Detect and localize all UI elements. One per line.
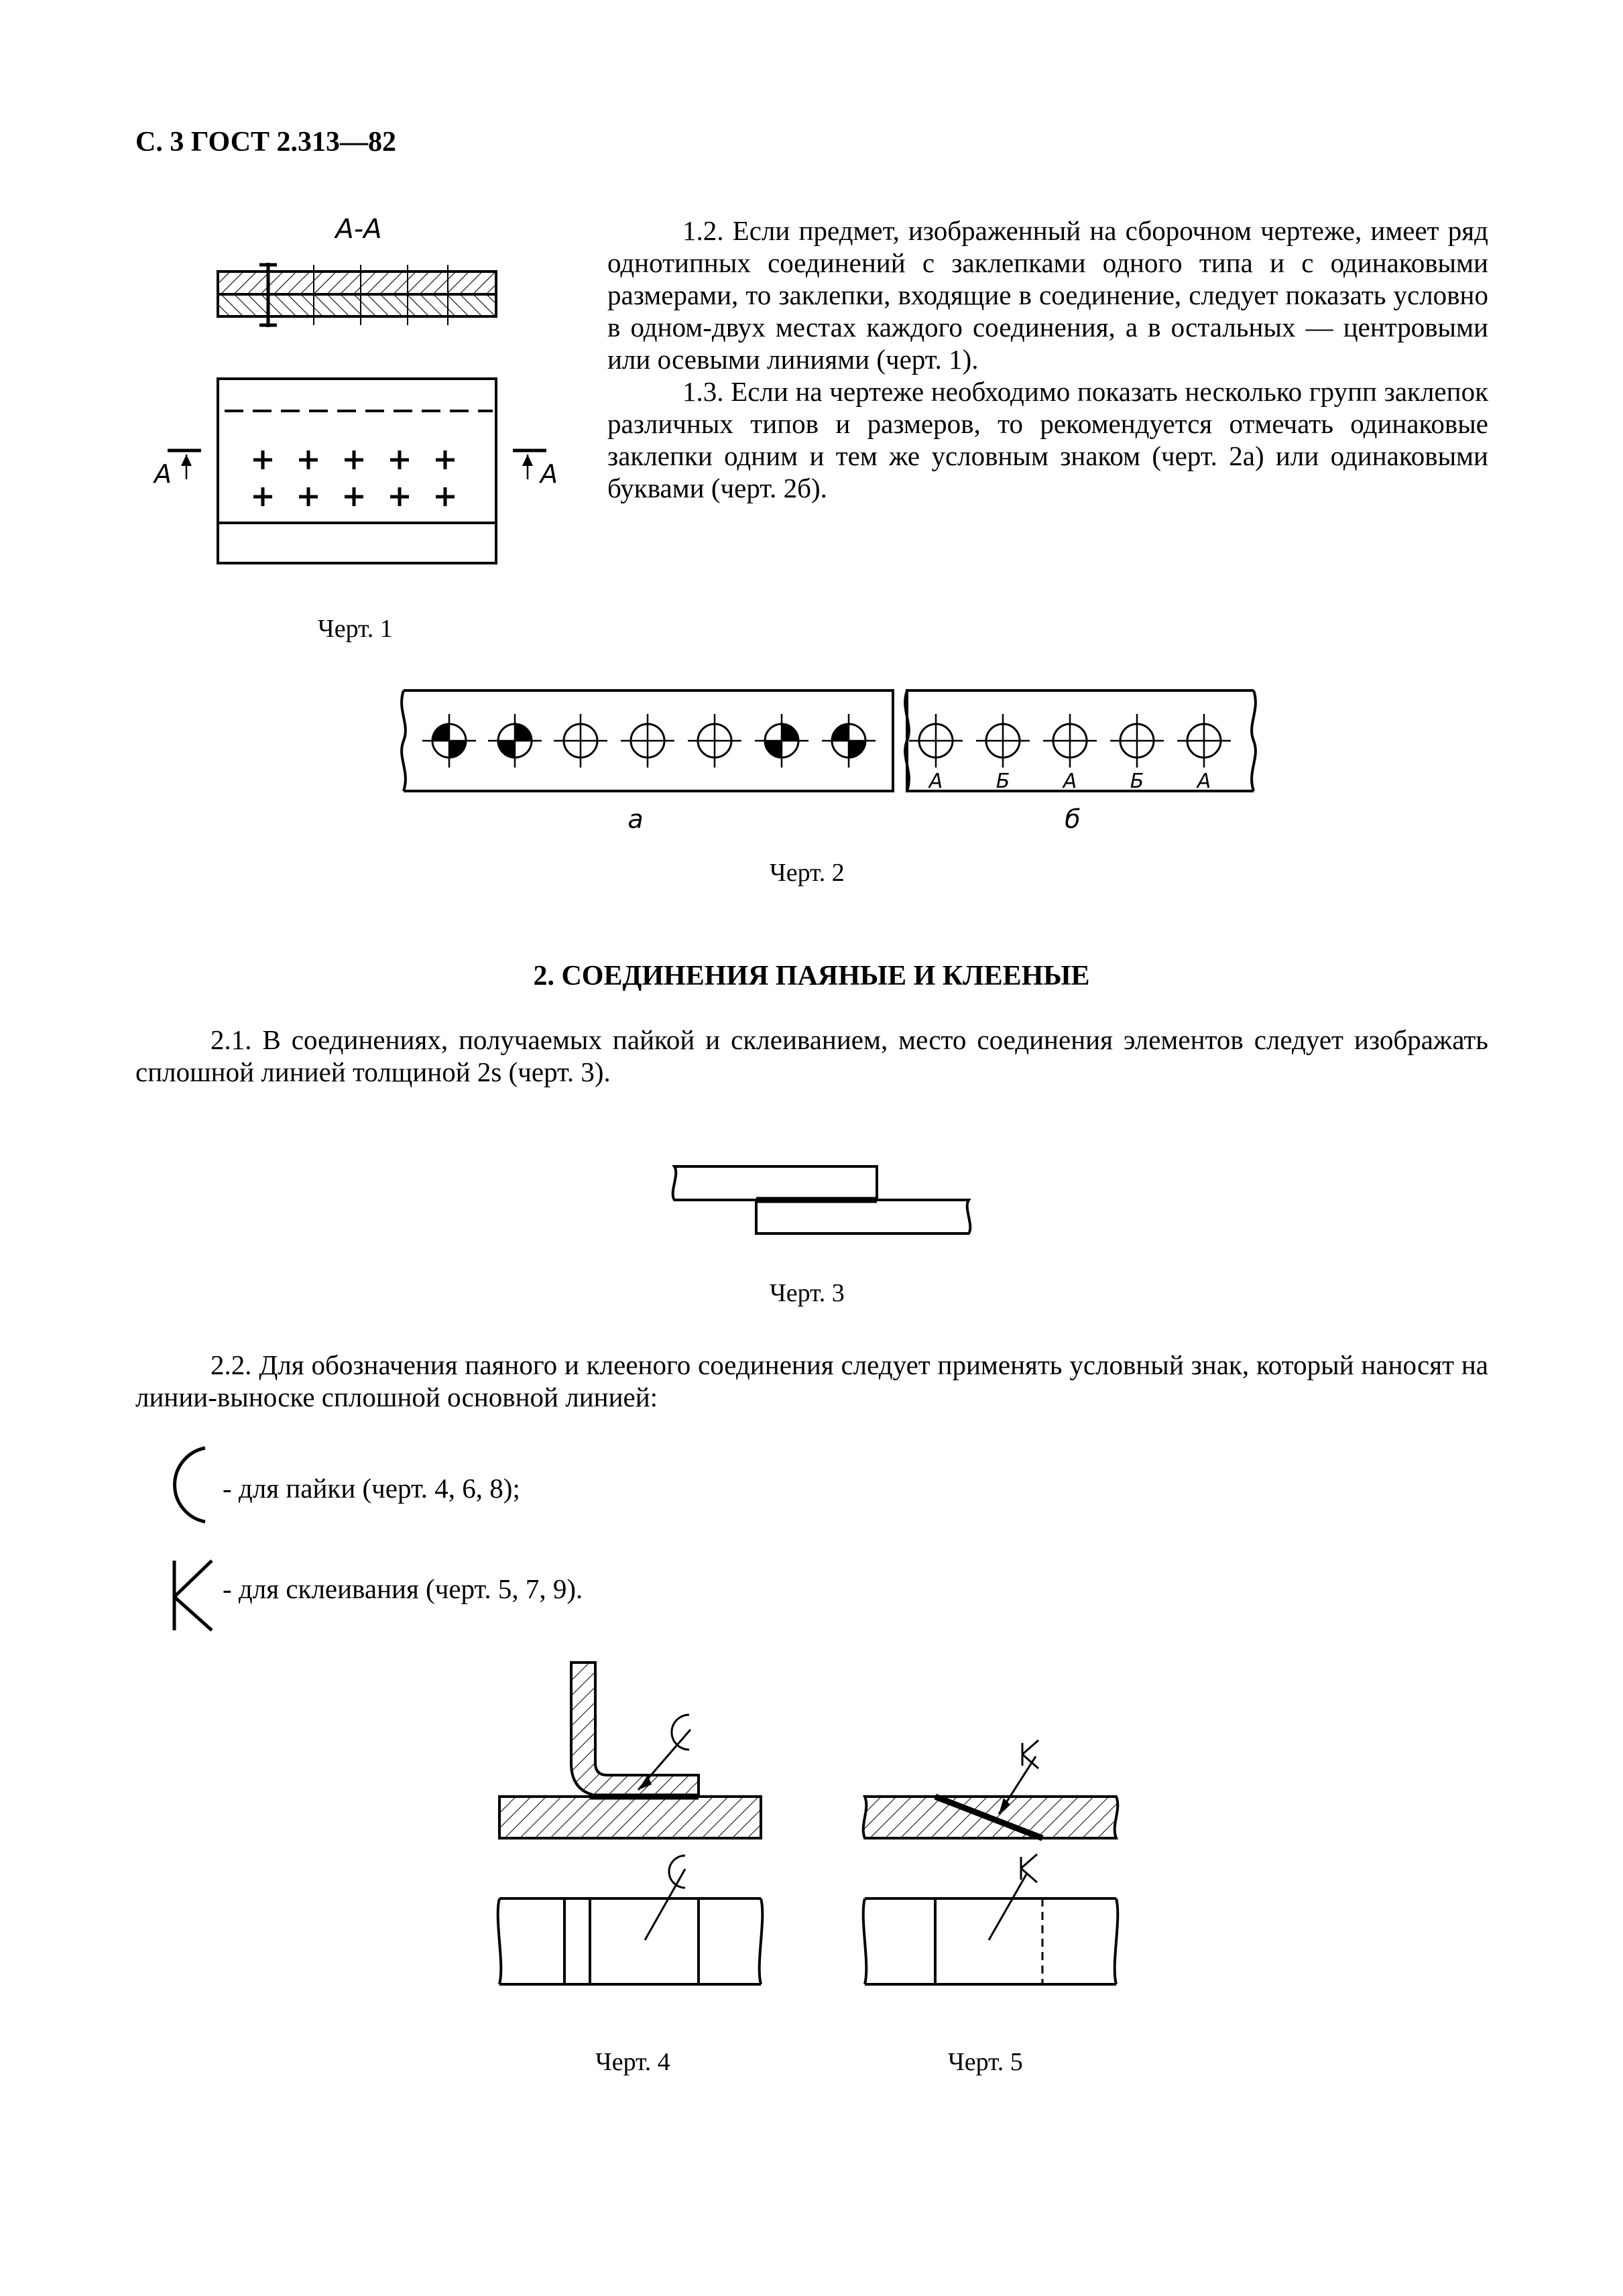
- section-2-title: 2. СОЕДИНЕНИЯ ПАЯНЫЕ И КЛЕЕНЫЕ: [533, 961, 1090, 991]
- paragraph-2-1-text: 2.1. В соединениях, получаемых пайкой и склеиванием, место соединения элементов следует изображать сплошной линией толщиной 2s (черт. 3).: [135, 1024, 1488, 1087]
- figure-1-caption: Черт. 1: [318, 615, 393, 643]
- figure-5-caption: Черт. 5: [948, 2048, 1023, 2076]
- glued-joint-section: [863, 1740, 1118, 1838]
- figure-3-caption: Черт. 3: [770, 1279, 845, 1307]
- subfigure-b-label: б: [1065, 804, 1081, 834]
- plan-view: [152, 379, 558, 563]
- paragraph-2-2: [135, 1349, 1488, 1413]
- paragraph-2-2-text: 2.2. Для обозначения паяного и клееного соединения следует применять условный знак, который наносят на линии-выноске сплошной основной линией:: [135, 1349, 1488, 1412]
- soldered-joint-plan: [498, 1856, 763, 1984]
- section-label: А-А: [335, 214, 382, 245]
- glued-joint-plan: [863, 1854, 1118, 1984]
- rivet-label: Б: [996, 770, 1010, 793]
- figure-2-caption: Черт. 2: [770, 859, 845, 887]
- cut-label-left: А: [154, 459, 172, 489]
- section1-text: [607, 215, 1488, 504]
- rivets-by-symbol: [422, 714, 876, 768]
- page-header: С. 3 ГОСТ 2.313—82: [135, 127, 397, 158]
- figure-2-drawing: [396, 684, 1260, 851]
- soldered-joint-section: [499, 1663, 761, 1838]
- figure-4-drawing: [489, 1656, 798, 2038]
- figure-3-drawing: [657, 1160, 1006, 1260]
- solder-symbol-icon: [161, 1441, 215, 1528]
- figure-4-caption: Черт. 4: [595, 2048, 670, 2076]
- section-view: [218, 263, 496, 327]
- rivet-label: Б: [1130, 770, 1144, 793]
- paragraph-1-3: 1.3. Если на чертеже необходимо показать несколько групп заклепок различных типов и размеров, то рекомендуется отмечать одинаковые заклепки одним и тем же условным знаком (черт. 2а) или одинаковыми буквами (черт. 2б).: [607, 376, 1488, 503]
- figure-1-drawing: [134, 208, 603, 610]
- cut-label-right: А: [540, 459, 558, 489]
- rivet-label: А: [1063, 770, 1077, 793]
- paragraph-2-1: [135, 1024, 1488, 1088]
- subfigure-a-label: а: [627, 804, 644, 834]
- rivet-label: А: [928, 770, 943, 793]
- paragraph-1-2: 1.2. Если предмет, изображенный на сборочном чертеже, имеет ряд однотипных соединений с заклепками одного типа и с одинаковыми размерами, то заклепки, входящие в соединение, следует показать условно в одном-двух местах каждого соединения, а в остальных — центровыми или осевыми линиями (черт. 1).: [607, 215, 1488, 375]
- solder-symbol-label: - для пайки (черт. 4, 6, 8);: [223, 1473, 520, 1504]
- rivets-by-letter: [909, 714, 1231, 768]
- glue-symbol-icon: [168, 1555, 221, 1636]
- rivet-label: А: [1197, 770, 1211, 793]
- figure-5-drawing: [855, 1656, 1136, 2038]
- glue-symbol-label: - для склеивания (черт. 5, 7, 9).: [223, 1573, 583, 1604]
